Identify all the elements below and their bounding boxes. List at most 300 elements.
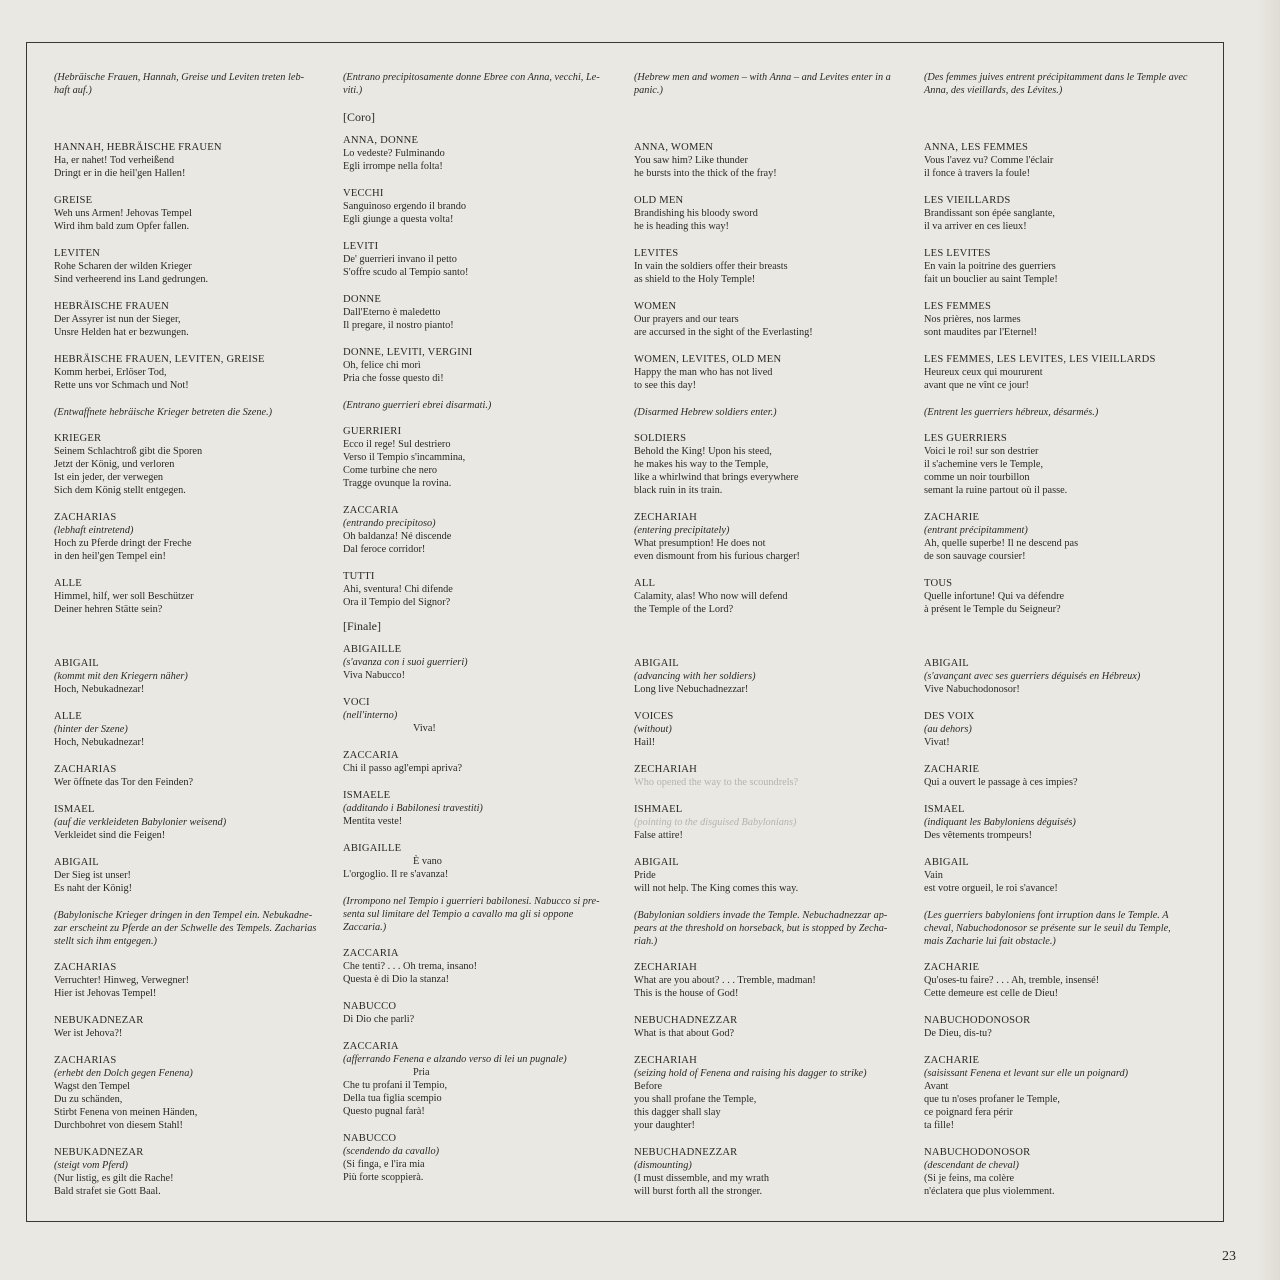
speaker-name: ZACHARIE xyxy=(924,962,980,973)
stage-direction-line: riah.) xyxy=(634,936,658,947)
speech xyxy=(343,1000,621,1026)
speaker-name: ALLE xyxy=(54,578,82,589)
verse-line: Il pregare, il nostro pianto! xyxy=(343,320,454,331)
verse-line: the Temple of the Lord? xyxy=(634,604,734,615)
verse-line: Sich dem König stellt entgegen. xyxy=(54,485,186,496)
verse-line: he bursts into the thick of the fray! xyxy=(634,168,777,179)
verse-line: Rette uns vor Schmach und Not! xyxy=(54,380,189,391)
column-english xyxy=(634,71,912,1212)
speech xyxy=(634,803,912,842)
verse-line: as shield to the Holy Temple! xyxy=(634,274,756,285)
stage-note-line: (auf die verkleideten Babylonier weisend) xyxy=(54,817,227,828)
verse-line: Egli irrompe nella folta! xyxy=(343,161,443,172)
speaker-name: LEVITEN xyxy=(54,248,101,259)
verse-line: Behold the King! Upon his steed, xyxy=(634,446,772,457)
stage-direction-line: (Irrompono nel Tempio i guerrieri babilonesi. Nabucco si pre- xyxy=(343,896,600,907)
speech xyxy=(924,577,1202,616)
verse-line: Ist ein jeder, der verwegen xyxy=(54,472,164,483)
verse-line: Unsre Helden hat er bezwungen. xyxy=(54,327,189,338)
speaker-name: NEBUCHADNEZZAR xyxy=(634,1015,738,1026)
section-label: [Coro] xyxy=(343,110,375,124)
speaker-name: ZACHARIAS xyxy=(54,764,117,775)
speaker-name: ISMAELE xyxy=(343,790,391,801)
speaker-name: WOMEN xyxy=(634,301,677,312)
spacer xyxy=(634,114,912,127)
stage-direction xyxy=(924,406,1202,419)
speech xyxy=(343,240,621,279)
speech xyxy=(54,657,332,696)
speech xyxy=(924,432,1202,497)
verse-line: Viva Nabucco! xyxy=(343,670,405,681)
speaker-name: DONNE, LEVITI, VERGINI xyxy=(343,347,473,358)
verse-line: What presumption! He does not xyxy=(634,538,766,549)
speech xyxy=(924,763,1202,789)
speaker-name: GUERRIERI xyxy=(343,426,402,437)
speaker-name: OLD MEN xyxy=(634,195,684,206)
verse-line: Nos prières, nos larmes xyxy=(924,314,1021,325)
speech xyxy=(924,1054,1202,1132)
verse-line: like a whirlwind that brings everywhere xyxy=(634,472,799,483)
verse-line: ta fille! xyxy=(924,1120,955,1131)
verse-line: De Dieu, dis-tu? xyxy=(924,1028,992,1039)
verse-line: Questa è di Dio la stanza! xyxy=(343,974,450,985)
speech xyxy=(634,961,912,1000)
verse-line: Dal feroce corridor! xyxy=(343,544,426,555)
speaker-name: LES FEMMES, LES LEVITES, LES VIEILLARDS xyxy=(924,354,1156,365)
speaker-name: LES FEMMES xyxy=(924,301,992,312)
speech xyxy=(924,141,1202,180)
speaker-name: ZACHARIE xyxy=(924,1055,980,1066)
verse-line: Happy the man who has not lived xyxy=(634,367,773,378)
verse-line: he is heading this way! xyxy=(634,221,729,232)
verse-line: Vous l'avez vu? Comme l'éclair xyxy=(924,155,1054,166)
speaker-name: NEBUKADNEZAR xyxy=(54,1015,144,1026)
stage-note-line: (saisissant Fenena et levant sur elle un poignard) xyxy=(924,1068,1129,1079)
speaker-name: ABIGAIL xyxy=(924,857,969,868)
stage-direction xyxy=(634,71,912,97)
speech xyxy=(343,346,621,385)
stage-direction xyxy=(54,406,332,419)
spacer xyxy=(54,114,332,127)
verse-line: (Si je feins, ma colère xyxy=(924,1173,1015,1184)
speech xyxy=(343,1040,621,1118)
verse-line: Pria che fosse questo dì! xyxy=(343,373,444,384)
speaker-name: NEBUCHADNEZZAR xyxy=(634,1147,738,1158)
verse-line: (I must dissemble, and my wrath xyxy=(634,1173,769,1184)
stage-note-line: (dismounting) xyxy=(634,1160,692,1171)
speaker-name: GREISE xyxy=(54,195,93,206)
verse-line: Der Assyrer ist nun der Sieger, xyxy=(54,314,181,325)
section-label: [Finale] xyxy=(343,619,381,633)
verse-line: Hail! xyxy=(634,737,656,748)
verse-line: Wer öffnete das Tor den Feinden? xyxy=(54,777,194,788)
speaker-name: VOCI xyxy=(343,697,370,708)
speaker-name: ZACCARIA xyxy=(343,505,399,516)
verse-line: avant que ne vînt ce jour! xyxy=(924,380,1029,391)
speech xyxy=(343,134,621,173)
speaker-name: WOMEN, LEVITES, OLD MEN xyxy=(634,354,782,365)
speech xyxy=(54,353,332,392)
speaker-name: HEBRÄISCHE FRAUEN, LEVITEN, GREISE xyxy=(54,354,265,365)
verse-line: à présent le Temple du Seigneur? xyxy=(924,604,1061,615)
verse-line: Oh baldanza! Né discende xyxy=(343,531,452,542)
verse-line: What are you about? . . . Tremble, madman! xyxy=(634,975,816,986)
verse-line: Des vêtements trompeurs! xyxy=(924,830,1033,841)
speech xyxy=(634,432,912,497)
speaker-name: ABIGAIL xyxy=(634,658,679,669)
speech xyxy=(924,1014,1202,1040)
stage-direction-line: (Hebrew men and women – with Anna – and Levites enter in a xyxy=(634,72,891,83)
page-number: 23 xyxy=(1222,1249,1236,1264)
binding-shadow xyxy=(1258,0,1280,1280)
verse-line: L'orgoglio. Il re s'avanza! xyxy=(343,869,449,880)
speech xyxy=(634,194,912,233)
column-french xyxy=(924,71,1202,1212)
verse-line: Jetzt der König, und verloren xyxy=(54,459,175,470)
speech xyxy=(54,856,332,895)
speech xyxy=(924,300,1202,339)
speech xyxy=(54,763,332,789)
speaker-name: DES VOIX xyxy=(924,711,975,722)
speaker-name: ABIGAIL xyxy=(54,658,99,669)
stage-note-line: (descendant de cheval) xyxy=(924,1160,1019,1171)
speaker-name: NABUCHODONOSOR xyxy=(924,1015,1031,1026)
verse-line: Pride xyxy=(634,870,656,881)
verse-line: Qui a ouvert le passage à ces impies? xyxy=(924,777,1078,788)
stage-direction-line: Anna, des vieillards, des Lévites.) xyxy=(924,85,1063,96)
stage-direction-line: (Babylonian soldiers invade the Temple. Nebuchadnezzar ap- xyxy=(634,910,888,921)
spacer xyxy=(924,114,1202,127)
verse-line: il va arriver en ces lieux! xyxy=(924,221,1027,232)
stage-direction xyxy=(54,909,332,948)
speaker-name: LES GUERRIERS xyxy=(924,433,1007,444)
verse-line: Es naht der König! xyxy=(54,883,133,894)
stage-direction-line: panic.) xyxy=(634,85,663,96)
speaker-name: ISMAEL xyxy=(924,804,965,815)
verse-line: Rohe Scharen der wilden Krieger xyxy=(54,261,192,272)
speech xyxy=(924,511,1202,563)
verse-line: False attire! xyxy=(634,830,683,841)
speaker-name: ZACHARIE xyxy=(924,764,980,775)
stage-direction-line: cheval, Nabuchodonosor se présente sur le seuil du Temple, xyxy=(924,923,1171,934)
stage-direction-line: (Les guerriers babyloniens font irruption dans le Temple. A xyxy=(924,910,1169,921)
verse-line: Brandissant son épée sanglante, xyxy=(924,208,1055,219)
stage-note-line: (advancing with her soldiers) xyxy=(634,671,756,682)
verse-line: This is the house of God! xyxy=(634,988,739,999)
stage-note-line: (au dehors) xyxy=(924,724,972,735)
speech xyxy=(634,1014,912,1040)
verse-line: Della tua figlia scempio xyxy=(343,1093,442,1104)
speech xyxy=(924,961,1202,1000)
verse-line: Vain xyxy=(924,870,943,881)
speaker-name: ZACHARIAS xyxy=(54,962,117,973)
verse-line: Stirbt Fenena von meinen Händen, xyxy=(54,1107,198,1118)
stage-direction-line: stellt sich ihm entgegen.) xyxy=(54,936,157,947)
speaker-name: ANNA, DONNE xyxy=(343,135,419,146)
speech xyxy=(924,803,1202,842)
speaker-name: ABIGAILLE xyxy=(343,644,402,655)
speaker-name: NABUCCO xyxy=(343,1001,397,1012)
verse-line: What is that about God? xyxy=(634,1028,735,1039)
speech xyxy=(924,657,1202,696)
stage-note-line: (s'avançant avec ses guerriers déguisés en Hébreux) xyxy=(924,671,1141,682)
stage-note-line: (indiquant les Babyloniens déguisés) xyxy=(924,817,1076,828)
verse-line: Vive Nabuchodonosor! xyxy=(924,684,1020,695)
stage-note-line: (afferrando Fenena e alzando verso di lei un pugnale) xyxy=(343,1054,567,1065)
verse-line: sont maudites par l'Eternel! xyxy=(924,327,1038,338)
verse-line: (Nur listig, es gilt die Rache! xyxy=(54,1173,174,1184)
speech xyxy=(343,789,621,828)
speaker-name: ZECHARIAH xyxy=(634,764,698,775)
verse-line: ce poignard fera périr xyxy=(924,1107,1013,1118)
verse-line: this dagger shall slay xyxy=(634,1107,721,1118)
speaker-name: ZACHARIAS xyxy=(54,512,117,523)
speaker-name: ZACCARIA xyxy=(343,948,399,959)
speech xyxy=(924,710,1202,749)
verse-line: Ecco il rege! Sul destriero xyxy=(343,439,451,450)
verse-line: Calamity, alas! Who now will defend xyxy=(634,591,788,602)
verse-line: Cette demeure est celle de Dieu! xyxy=(924,988,1059,999)
stage-direction-line: mais Zacharie lui fait obstacle.) xyxy=(924,936,1056,947)
verse-line: Voici le roi! sur son destrier xyxy=(924,446,1039,457)
speaker-name: ANNA, WOMEN xyxy=(634,142,714,153)
speech xyxy=(634,141,912,180)
speech xyxy=(54,300,332,339)
speaker-name: DONNE xyxy=(343,294,382,305)
speaker-name: ZECHARIAH xyxy=(634,1055,698,1066)
speaker-name: HEBRÄISCHE FRAUEN xyxy=(54,301,169,312)
verse-line: Wer ist Jehova?! xyxy=(54,1028,123,1039)
stage-note-line: (pointing to the disguised Babylonians) xyxy=(634,817,797,828)
verse-line: Verkleidet sind die Feigen! xyxy=(54,830,166,841)
speaker-name: SOLDIERS xyxy=(634,433,687,444)
speaker-name: KRIEGER xyxy=(54,433,102,444)
speech xyxy=(634,657,912,696)
stage-direction-line: senta sul limitare del Tempio a cavallo ma gli si oppone xyxy=(343,909,574,920)
verse-line: Come turbine che nero xyxy=(343,465,438,476)
verse-line: comme un noir tourbillon xyxy=(924,472,1030,483)
speech xyxy=(924,194,1202,233)
stage-direction xyxy=(924,909,1202,948)
verse-line: Himmel, hilf, wer soll Beschützer xyxy=(54,591,194,602)
verse-line: Durchbohret von diesem Stahl! xyxy=(54,1120,183,1131)
speaker-name: ISHMAEL xyxy=(634,804,683,815)
column-german xyxy=(54,71,332,1212)
speech xyxy=(634,300,912,339)
speaker-name: ALLE xyxy=(54,711,82,722)
verse-line: he makes his way to the Temple, xyxy=(634,459,769,470)
verse-line: are accursed in the sight of the Everlasting! xyxy=(634,327,813,338)
speech xyxy=(634,710,912,749)
verse-line: to see this day! xyxy=(634,380,697,391)
spacer xyxy=(54,630,332,643)
verse-line: De' guerrieri invano il petto xyxy=(343,254,457,265)
verse-line: Che tenti? . . . Oh trema, insano! xyxy=(343,961,478,972)
verse-line: Verso il Tempio s'incammina, xyxy=(343,452,466,463)
stage-direction-line: (Hebräische Frauen, Hannah, Greise und Leviten treten leb- xyxy=(54,72,305,83)
verse-line: Di Dio che parli? xyxy=(343,1014,415,1025)
verse-line: Hoch, Nebukadnezar! xyxy=(54,684,145,695)
verse-line: Seinem Schlachtroß gibt die Sporen xyxy=(54,446,203,457)
speech xyxy=(54,194,332,233)
verse-line: semant la ruine partout où il passe. xyxy=(924,485,1068,496)
verse-line: È vano xyxy=(413,856,442,867)
stage-note-line: (entrant précipitamment) xyxy=(924,525,1028,536)
stage-note-line: (erhebt den Dolch gegen Fenena) xyxy=(54,1068,193,1079)
speaker-name: LES LEVITES xyxy=(924,248,991,259)
verse-line: Deiner hehren Stätte sein? xyxy=(54,604,163,615)
verse-line: Vivat! xyxy=(924,737,950,748)
verse-line: est votre orgueil, le roi s'avance! xyxy=(924,883,1058,894)
stage-direction xyxy=(634,406,912,419)
speech xyxy=(54,961,332,1000)
speaker-name: ABIGAIL xyxy=(924,658,969,669)
verse-line: Più forte scoppierà. xyxy=(343,1172,424,1183)
stage-direction xyxy=(924,71,1202,97)
stage-direction-line: (Entrano precipitosamente donne Ebree con Anna, vecchi, Le- xyxy=(343,72,600,83)
speech xyxy=(924,856,1202,895)
speech xyxy=(634,1146,912,1198)
verse-line: Lo vedeste? Fulminando xyxy=(343,148,445,159)
verse-line: Che tu profani il Tempio, xyxy=(343,1080,448,1091)
verse-line: Brandishing his bloody sword xyxy=(634,208,758,219)
speaker-name: ISMAEL xyxy=(54,804,95,815)
speaker-name: LEVITI xyxy=(343,241,379,252)
speech xyxy=(343,947,621,986)
column-italian xyxy=(343,71,621,1198)
speech xyxy=(343,696,621,735)
verse-line: Ora il Tempio del Signor? xyxy=(343,597,451,608)
speaker-name: ZECHARIAH xyxy=(634,512,698,523)
verse-line: Tragge ovunque la rovina. xyxy=(343,478,452,489)
stage-direction-line: (Disarmed Hebrew soldiers enter.) xyxy=(634,407,777,418)
speech xyxy=(343,570,621,609)
speech xyxy=(54,141,332,180)
speaker-name: LES VIEILLARDS xyxy=(924,195,1011,206)
speaker-name: ZACHARIE xyxy=(924,512,980,523)
speaker-name: ABIGAILLE xyxy=(343,843,402,854)
verse-line: will burst forth all the stronger. xyxy=(634,1186,763,1197)
verse-line: Mentita veste! xyxy=(343,816,403,827)
speaker-name: ZACHARIAS xyxy=(54,1055,117,1066)
speech xyxy=(343,1132,621,1184)
speech xyxy=(343,842,621,881)
verse-line: even dismount from his furious charger! xyxy=(634,551,800,562)
verse-line: il fonce à travers la foule! xyxy=(924,168,1031,179)
verse-line: Before xyxy=(634,1081,663,1092)
verse-line: Egli giunge a questa volta! xyxy=(343,214,454,225)
stage-direction xyxy=(343,895,621,934)
speech xyxy=(54,710,332,749)
speech xyxy=(343,749,621,775)
verse-line: Du zu schänden, xyxy=(54,1094,123,1105)
verse-line: you shall profane the Temple, xyxy=(634,1094,757,1105)
verse-line: Hoch, Nebukadnezar! xyxy=(54,737,145,748)
speech xyxy=(343,504,621,556)
verse-line: your daughter! xyxy=(634,1120,695,1131)
verse-line: Long live Nebuchadnezzar! xyxy=(634,684,749,695)
verse-line: Viva! xyxy=(413,723,436,734)
stage-direction-line: (Entrano guerrieri ebrei disarmati.) xyxy=(343,400,492,411)
stage-direction-line: (Des femmes juives entrent précipitamment dans le Temple avec xyxy=(924,72,1188,83)
speaker-name: NEBUKADNEZAR xyxy=(54,1147,144,1158)
verse-line: Verruchter! Hinweg, Verwegner! xyxy=(54,975,190,986)
speech xyxy=(924,353,1202,392)
stage-note-line: (nell'interno) xyxy=(343,710,398,721)
speech xyxy=(54,1014,332,1040)
stage-note-line: (scendendo da cavallo) xyxy=(343,1146,440,1157)
speaker-name: ZACCARIA xyxy=(343,1041,399,1052)
verse-line: Qu'oses-tu faire? . . . Ah, tremble, insensé! xyxy=(924,975,1100,986)
verse-line: Oh, felice chi morì xyxy=(343,360,421,371)
stage-direction-line: (Entrent les guerriers hébreux, désarmés.) xyxy=(924,407,1099,418)
speaker-name: HANNAH, HEBRÄISCHE FRAUEN xyxy=(54,142,222,153)
speech xyxy=(54,511,332,563)
speaker-name: VOICES xyxy=(634,711,674,722)
verse-line: que tu n'oses profaner le Temple, xyxy=(924,1094,1060,1105)
speaker-name: ABIGAIL xyxy=(54,857,99,868)
speech xyxy=(634,353,912,392)
stage-direction xyxy=(634,909,912,948)
verse-line: Heureux ceux qui moururent xyxy=(924,367,1043,378)
verse-line: Ahi, sventura! Chi difende xyxy=(343,584,453,595)
verse-line: Ha, er nahet! Tod verheißend xyxy=(54,155,175,166)
speech xyxy=(924,1146,1202,1198)
verse-line: Sanguinoso ergendo il brando xyxy=(343,201,467,212)
speaker-name: NABUCHODONOSOR xyxy=(924,1147,1031,1158)
verse-line: Pria xyxy=(413,1067,430,1078)
verse-line: Ah, quelle superbe! Il ne descend pas xyxy=(924,538,1079,549)
verse-line: Hier ist Jehovas Tempel! xyxy=(54,988,157,999)
verse-line: Hoch zu Pferde dringt der Freche xyxy=(54,538,192,549)
speech xyxy=(54,803,332,842)
stage-direction-line: viti.) xyxy=(343,85,363,96)
speech xyxy=(634,763,912,789)
speech xyxy=(54,1054,332,1132)
stage-note-line: (seizing hold of Fenena and raising his dagger to strike) xyxy=(634,1068,867,1079)
verse-line: fait un bouclier au saint Temple! xyxy=(924,274,1058,285)
stage-note-line: (entering precipitately) xyxy=(634,525,730,536)
verse-line: Avant xyxy=(924,1081,949,1092)
verse-line: Weh uns Armen! Jehovas Tempel xyxy=(54,208,192,219)
speaker-name: TOUS xyxy=(924,578,953,589)
verse-line: In vain the soldiers offer their breasts xyxy=(634,261,788,272)
speech xyxy=(634,247,912,286)
speech xyxy=(924,247,1202,286)
verse-line: (Si finga, e l'ira mia xyxy=(343,1159,425,1170)
verse-line: n'éclatera que plus violemment. xyxy=(924,1186,1055,1197)
verse-line: will not help. The King comes this way. xyxy=(634,883,799,894)
stage-note-line: (steigt vom Pferd) xyxy=(54,1160,128,1171)
speech xyxy=(54,247,332,286)
stage-note-line: (hinter der Szene) xyxy=(54,724,128,735)
verse-line: Dall'Eterno è maledetto xyxy=(343,307,441,318)
verse-line: Quelle infortune! Qui va défendre xyxy=(924,591,1065,602)
spacer xyxy=(924,630,1202,643)
speaker-name: ZACCARIA xyxy=(343,750,399,761)
speech xyxy=(343,187,621,226)
stage-note-line: (additando i Babilonesi travestiti) xyxy=(343,803,483,814)
stage-note-line: (without) xyxy=(634,724,672,735)
verse-line: de son sauvage coursier! xyxy=(924,551,1026,562)
verse-line: Der Sieg ist unser! xyxy=(54,870,131,881)
speech xyxy=(343,425,621,490)
stage-note-line: (entrando precipitoso) xyxy=(343,518,436,529)
speaker-name: LEVITES xyxy=(634,248,679,259)
stage-direction-line: pears at the threshold on horseback, but is stopped by Zecha- xyxy=(634,923,888,934)
verse-line: Sind verheerend ins Land gedrungen. xyxy=(54,274,209,285)
verse-line: black ruin in its train. xyxy=(634,485,723,496)
